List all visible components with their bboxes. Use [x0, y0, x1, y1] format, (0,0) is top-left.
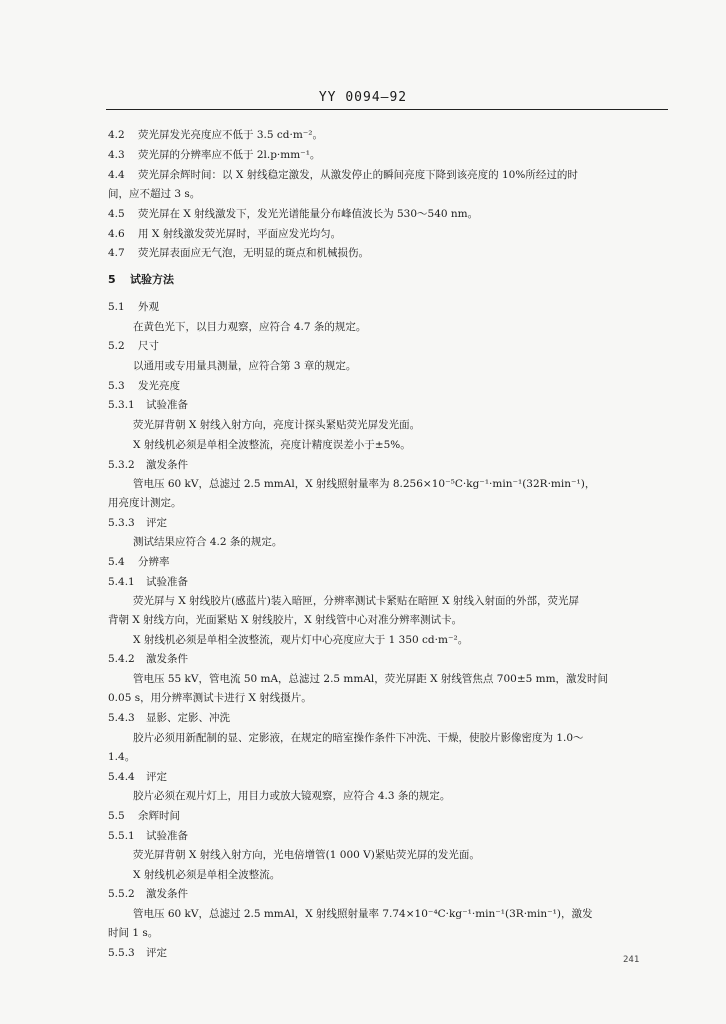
clause-text: 管电压 60 kV，总滤过 2.5 mmAl，X 射线照射量率为 8.256×10⁻⁵C·kg⁻¹·min⁻¹(32R·min⁻¹)，: [133, 478, 596, 490]
clause-line: [108, 227, 341, 241]
clause-text: 荧光屏背朝 X 射线入射方向，亮度计探头紧贴荧光屏发光面。: [133, 419, 421, 431]
clause-text: 时间 1 s。: [108, 927, 159, 939]
clause-text: 胶片必须在观片灯上，用目力或放大镜观察，应符合 4.3 条的规定。: [133, 790, 451, 802]
clause-line: [108, 246, 369, 260]
clause-line: [108, 339, 159, 353]
clause-number: 5.4.2: [108, 653, 135, 665]
clause-line: [108, 809, 180, 823]
clause-number: 5.4: [108, 556, 125, 568]
clause-text: 以通用或专用量具测量，应符合第 3 章的规定。: [133, 360, 357, 372]
clause-line: [108, 379, 180, 393]
page-number: 241: [623, 955, 640, 965]
clause-text: 测试结果应符合 4.2 条的规定。: [133, 536, 283, 548]
clause-text: X 射线机必须是单相全波整流，观片灯中心亮度应大于 1 350 cd·m⁻²。: [133, 634, 469, 646]
text-line: [108, 691, 312, 705]
clause-number: 5.4.1: [108, 576, 135, 588]
clause-text: 间，应不超过 3 s。: [108, 188, 201, 200]
clause-line: [108, 207, 478, 221]
clause-text: 管电压 60 kV，总滤过 2.5 mmAl，X 射线照射量率 7.74×10⁻⁴C·kg⁻¹·min⁻¹(3R·min⁻¹)，激发: [133, 908, 593, 920]
clause-text: 试验准备: [146, 576, 188, 588]
clause-text: 荧光屏背朝 X 射线入射方向，光电倍增管(1 000 V)紧贴荧光屏的发光面。: [133, 849, 480, 861]
clause-number: 5.3.3: [108, 517, 135, 529]
clause-text: 评定: [146, 517, 167, 529]
clause-number: 5.4.3: [108, 712, 135, 724]
clause-line: [108, 168, 578, 182]
clause-text: 1.4。: [108, 751, 136, 763]
clause-number: 5.5.1: [108, 830, 135, 842]
text-line: [108, 926, 158, 940]
text-line: [108, 613, 462, 627]
clause-number: 4.4: [108, 169, 125, 181]
clause-line: [108, 829, 188, 843]
clause-text: X 射线机必须是单相全波整流。: [133, 869, 281, 881]
clause-line: [108, 575, 188, 589]
clause-text: 0.05 s，用分辨率测试卡进行 X 射线摄片。: [108, 692, 312, 704]
text-line: [133, 731, 584, 745]
clause-number: 4.3: [108, 149, 125, 161]
text-line: [133, 477, 595, 491]
clause-number: 5.5.3: [108, 947, 135, 959]
text-line: [133, 848, 480, 862]
text-line: [133, 868, 280, 882]
clause-text: 余辉时间: [138, 810, 180, 822]
clause-text: 荧光屏余辉时间：以 X 射线稳定激发，从激发停止的瞬间亮度下降到该亮度的 10%所经过的时: [138, 169, 578, 181]
clause-number: 5.3.1: [108, 399, 135, 411]
clause-line: [108, 711, 230, 725]
text-line: [108, 750, 135, 764]
clause-number: 4.5: [108, 208, 125, 220]
text-line: [133, 594, 579, 608]
clause-text: 背朝 X 射线方向，光面紧贴 X 射线胶片，X 射线管中心对准分辨率测试卡。: [108, 614, 463, 626]
clause-line: [108, 770, 167, 784]
clause-text: 尺寸: [138, 340, 159, 352]
clause-line: [108, 458, 188, 472]
clause-text: 评定: [146, 947, 167, 959]
clause-number: 4.7: [108, 247, 125, 259]
text-line: [133, 907, 592, 921]
clause-line: [108, 652, 188, 666]
clause-number: 4.2: [108, 129, 125, 141]
clause-text: 荧光屏在 X 射线激发下，发光光谱能量分布峰值波长为 530～540 nm。: [138, 208, 479, 220]
clause-text: 外观: [138, 301, 159, 313]
clause-number: 5.5: [108, 810, 125, 822]
text-line: [133, 359, 356, 373]
clause-number: 5: [108, 273, 116, 286]
clause-line: [108, 398, 188, 412]
clause-line: [108, 516, 167, 530]
clause-text: 试验准备: [146, 399, 188, 411]
clause-number: 5.2: [108, 340, 125, 352]
clause-number: 5.4.4: [108, 771, 135, 783]
text-line: [133, 789, 450, 803]
clause-number: 5.1: [108, 301, 125, 313]
text-line: [133, 535, 282, 549]
clause-line: [108, 887, 188, 901]
clause-text: 在黄色光下，以目力观察，应符合 4.7 条的规定。: [133, 321, 367, 333]
clause-text: 激发条件: [146, 653, 188, 665]
header-rule: [106, 109, 668, 110]
clause-number: 5.5.2: [108, 888, 135, 900]
clause-text: 评定: [146, 771, 167, 783]
text-line: [108, 496, 182, 510]
clause-text: 发光亮度: [138, 380, 180, 392]
clause-text: X 射线机必须是单相全波整流，亮度计精度误差小于±5%。: [133, 439, 411, 451]
clause-text: 用亮度计测定。: [108, 497, 182, 509]
clause-line: [108, 273, 174, 287]
clause-number: 5.3.2: [108, 459, 135, 471]
clause-text: 荧光屏发光亮度应不低于 3.5 cd·m⁻²。: [138, 129, 324, 141]
clause-line: [108, 946, 167, 960]
standard-header: YY 0094—92: [318, 90, 408, 105]
clause-text: 显影、定影、冲洗: [146, 712, 230, 724]
clause-text: 激发条件: [146, 459, 188, 471]
text-line: [133, 418, 420, 432]
clause-number: 5.3: [108, 380, 125, 392]
clause-line: [108, 555, 170, 569]
clause-number: 4.6: [108, 228, 125, 240]
clause-text: 分辨率: [138, 556, 170, 568]
clause-text: 试验准备: [146, 830, 188, 842]
clause-text: 荧光屏的分辨率应不低于 2l.p·mm⁻¹。: [138, 149, 321, 161]
clause-text: 试验方法: [130, 273, 174, 286]
text-line: [133, 438, 411, 452]
clause-line: [108, 148, 320, 162]
clause-line: [108, 128, 323, 142]
clause-line: [108, 300, 159, 314]
text-line: [133, 320, 366, 334]
text-line: [108, 187, 200, 201]
text-line: [133, 672, 608, 686]
text-line: [133, 633, 468, 647]
clause-text: 荧光屏表面应无气泡，无明显的斑点和机械损伤。: [138, 247, 369, 259]
clause-text: 管电压 55 kV，管电流 50 mA，总滤过 2.5 mmAl，荧光屏距 X 射线管焦点 700±5 mm，激发时间: [133, 673, 609, 685]
clause-text: 荧光屏与 X 射线胶片(感蓝片)装入暗匣，分辨率测试卡紧贴在暗匣 X 射线入射面的外部，荧光屏: [133, 595, 579, 607]
clause-text: 用 X 射线激发荧光屏时，平面应发光均匀。: [138, 228, 342, 240]
clause-text: 胶片必须用新配制的显、定影液，在规定的暗室操作条件下冲洗、干燥，使胶片影像密度为 1.0～: [133, 732, 584, 744]
clause-text: 激发条件: [146, 888, 188, 900]
